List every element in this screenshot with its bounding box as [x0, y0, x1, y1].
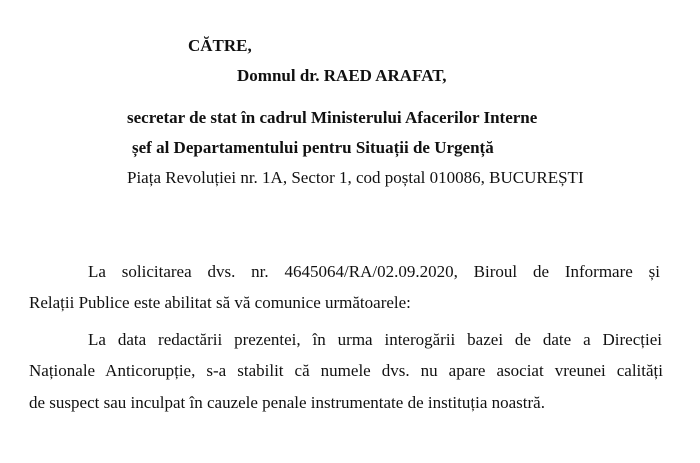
paragraph-1-line-1: La solicitarea dvs. nr. 4645064/RA/02.09.2020, Biroul de Informare și [88, 262, 660, 281]
recipient-title: Domnul dr. [237, 66, 324, 85]
recipient-name-line [237, 66, 447, 86]
recipient-ministry: Ministerului Afacerilor Interne [310, 108, 538, 127]
recipient-department-line [132, 138, 494, 158]
paragraph-2-line-1: La data redactării prezentei, în urma interogării bazei de date a Direcției [88, 330, 662, 349]
recipient-to: CĂTRE, [188, 36, 252, 55]
recipient-address: Piața Revoluției nr. 1A, Sector 1, cod poștal 010086, BUCUREȘTI [127, 168, 584, 187]
recipient-role: secretar de stat în cadrul [127, 108, 311, 127]
paragraph-2-line-2: Naționale Anticorupție, s-a stabilit că numele dvs. nu apare asociat vreunei calități [29, 361, 663, 380]
paragraph-1-line-2: Relații Publice este abilitat să vă comunice următoarele: [29, 293, 411, 312]
recipient-name: RAED ARAFAT, [323, 66, 447, 85]
recipient-department: Departamentului pentru Situații de Urgență [173, 138, 494, 157]
recipient-position: șef al [132, 138, 174, 157]
recipient-role-line [127, 108, 537, 128]
paragraph-2-line-3: de suspect sau inculpat în cauzele penale instrumentate de instituția noastră. [29, 393, 545, 412]
